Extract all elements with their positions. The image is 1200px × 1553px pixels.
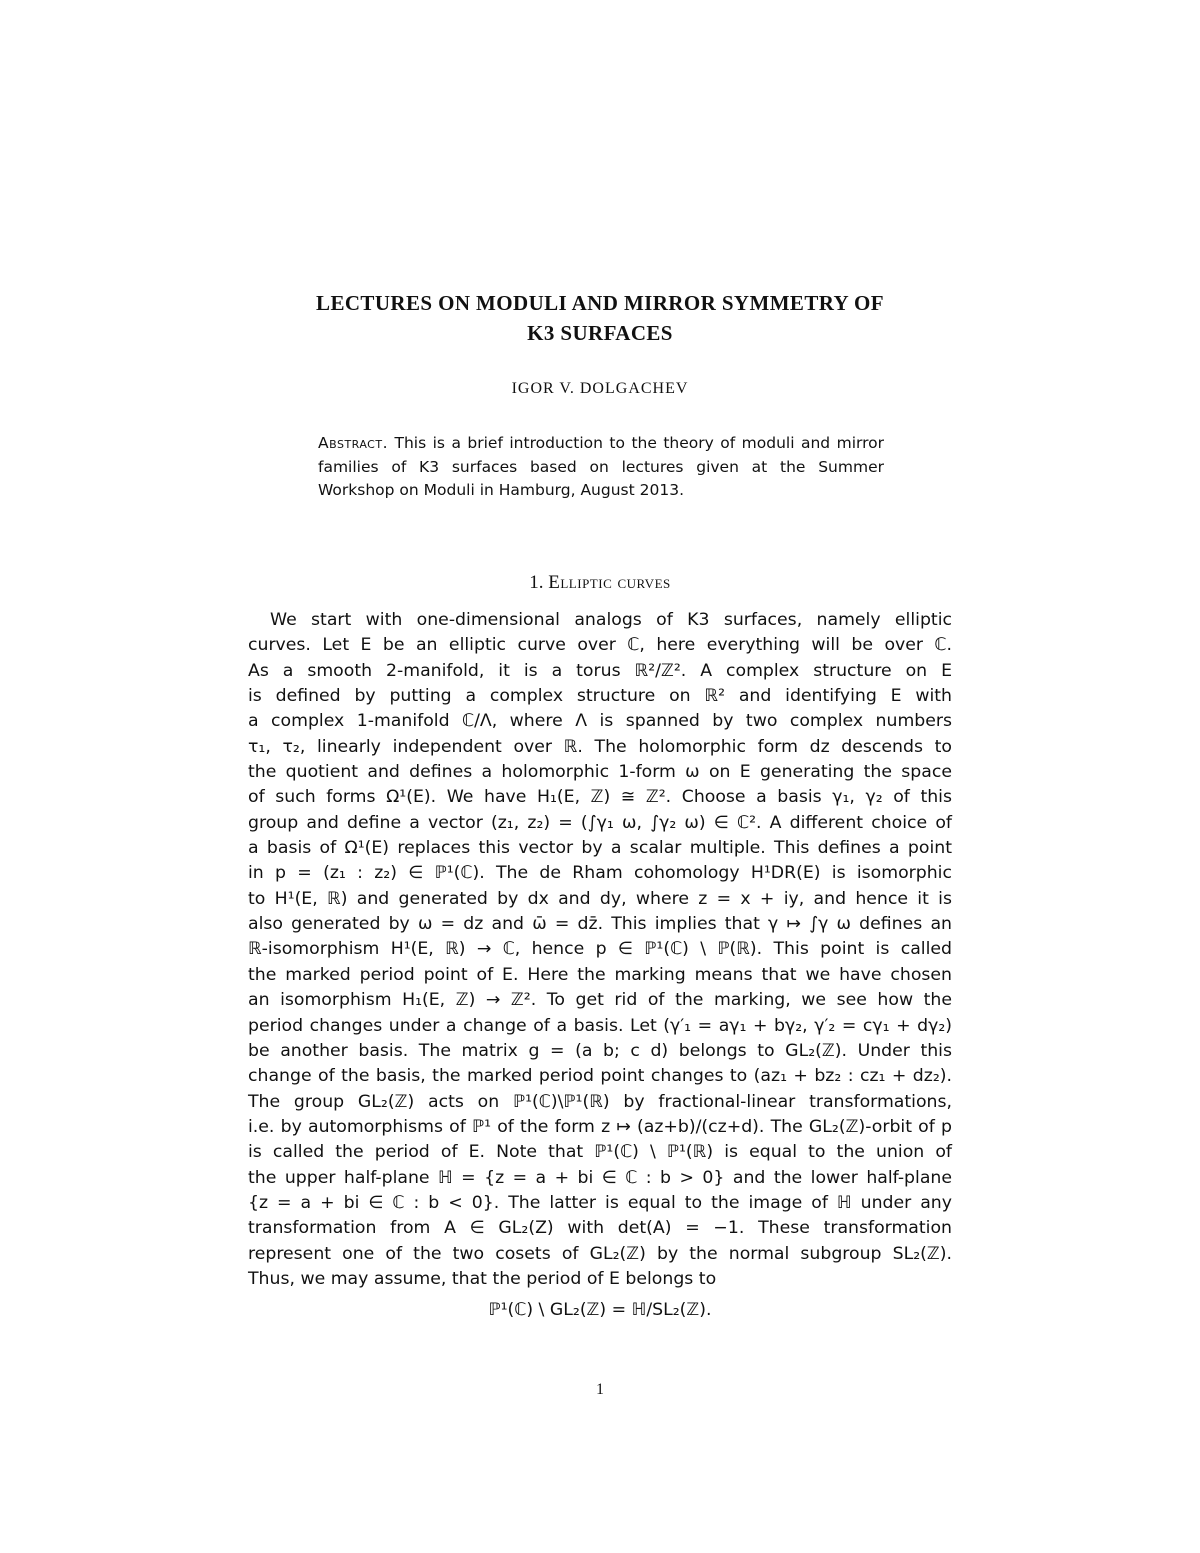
- body-line: in p = (z₁ : z₂) ∈ ℙ¹(ℂ). The de Rham cohomology H¹DR(E) is isomorphic: [248, 863, 952, 884]
- body-line: the marked period point of E. Here the marking means that we have chosen: [248, 964, 952, 985]
- display-equation: ℙ¹(ℂ) \ GL₂(ℤ) = ℍ/SL₂(ℤ).: [488, 1300, 712, 1321]
- body-line: change of the basis, the marked period point changes to (az₁ + bz₂ : cz₁ + dz₂).: [248, 1066, 952, 1087]
- body-line: We start with one-dimensional analogs of K3 surfaces, namely elliptic: [270, 610, 952, 630]
- body-line: be another basis. The matrix g = (a b; c d) belongs to GL₂(ℤ). Under this: [248, 1040, 952, 1061]
- body-line: group and define a vector (z₁, z₂) = (∫γ₁ ω, ∫γ₂ ω) ∈ ℂ². A different choice of: [248, 812, 952, 833]
- section-title: Elliptic curves: [548, 572, 671, 593]
- title-line-2: K3 SURFACES: [527, 321, 673, 345]
- page-number: 1: [596, 1381, 604, 1398]
- body-line: of such forms Ω¹(E). We have H₁(E, ℤ) ≅ ℤ². Choose a basis γ₁, γ₂ of this: [248, 787, 952, 808]
- body-line: curves. Let E be an elliptic curve over ℂ, here everything will be over ℂ.: [248, 635, 952, 656]
- body-line: a complex 1-manifold ℂ/Λ, where Λ is spanned by two complex numbers: [248, 711, 952, 732]
- body-line: period changes under a change of a basis. Let (γ′₁ = aγ₁ + bγ₂, γ′₂ = cγ₁ + dγ₂): [248, 1015, 952, 1036]
- body-line: is called the period of E. Note that ℙ¹(ℂ) \ ℙ¹(ℝ) is equal to the union of: [248, 1142, 952, 1163]
- body-line: ℝ-isomorphism H¹(E, ℝ) → ℂ, hence p ∈ ℙ¹(ℂ) \ ℙ(ℝ). This point is called: [248, 939, 952, 960]
- section-heading: [200, 572, 1000, 594]
- body-line: transformation from A ∈ GL₂(Z) with det(A) = −1. These transformation: [248, 1218, 952, 1239]
- body-line: As a smooth 2-manifold, it is a torus ℝ²/ℤ². A complex structure on E: [248, 660, 952, 681]
- body-line: the upper half-plane ℍ = {z = a + bi ∈ ℂ : b > 0} and the lower half-plane: [248, 1167, 952, 1188]
- body-line: i.e. by automorphisms of ℙ¹ of the form z ↦ (az+b)/(cz+d). The GL₂(ℤ)-orbit of p: [248, 1116, 952, 1137]
- body-line: to H¹(E, ℝ) and generated by dx and dy, where z = x + iy, and hence it is: [248, 888, 952, 909]
- body-line: τ₁, τ₂, linearly independent over ℝ. The holomorphic form dz descends to: [248, 736, 952, 757]
- body-line: is defined by putting a complex structure on ℝ² and identifying E with: [248, 686, 952, 707]
- abstract-label: Abstract.: [318, 434, 389, 452]
- body-line: {z = a + bi ∈ ℂ : b < 0}. The latter is equal to the image of ℍ under any: [248, 1192, 952, 1213]
- body-line: The group GL₂(ℤ) acts on ℙ¹(ℂ)\ℙ¹(ℝ) by fractional-linear transformations,: [248, 1091, 952, 1112]
- body-text: [248, 608, 952, 1324]
- title-line-1: LECTURES ON MODULI AND MIRROR SYMMETRY OF: [316, 291, 884, 315]
- body-line: also generated by ω = dz and ω̄ = dz̄. This implies that γ ↦ ∫γ ω defines an: [248, 914, 952, 935]
- body-line: Thus, we may assume, that the period of E belongs to: [248, 1268, 717, 1289]
- author-name: IGOR V. DOLGACHEV: [511, 380, 689, 397]
- abstract-text: This is a brief introduction to the theory of moduli and mirror families of K3 surfaces based on lectures given at the Summer Workshop on Moduli in Hamburg, August 2013.: [318, 434, 884, 499]
- body-line: an isomorphism H₁(E, ℤ) → ℤ². To get rid of the marking, we see how the: [248, 990, 952, 1011]
- abstract: [318, 432, 884, 503]
- section-number: 1.: [529, 572, 544, 593]
- body-line: the quotient and defines a holomorphic 1-form ω on E generating the space: [248, 762, 952, 783]
- body-line: represent one of the two cosets of GL₂(ℤ) by the normal subgroup SL₂(ℤ).: [248, 1243, 952, 1264]
- body-line: a basis of Ω¹(E) replaces this vector by a scalar multiple. This defines a point: [248, 838, 952, 859]
- paper-title: [200, 288, 1000, 348]
